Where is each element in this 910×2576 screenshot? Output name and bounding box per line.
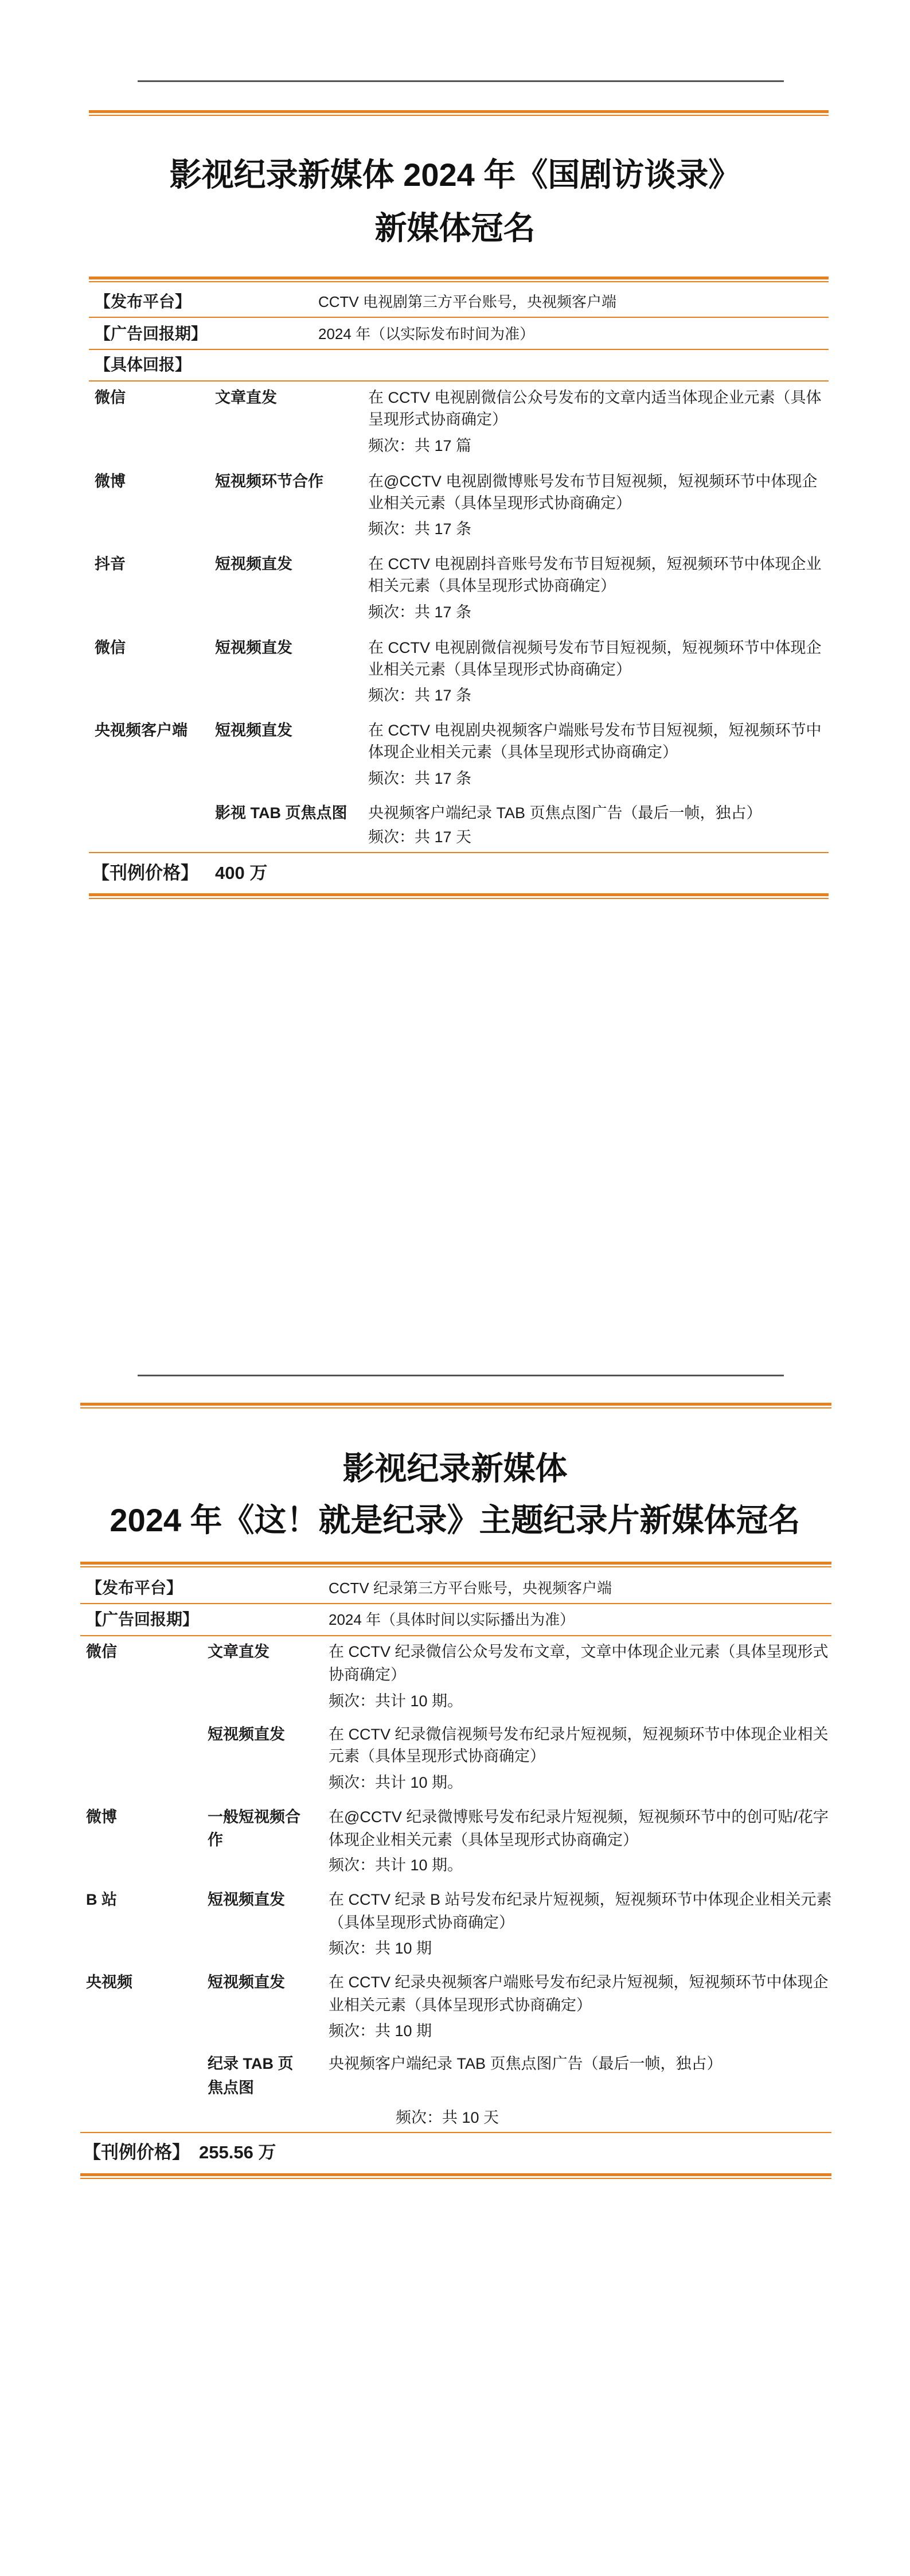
row-frequency: 频次：共 17 条 [368,770,472,787]
row-divider [80,1603,831,1604]
publish-platform-value: CCTV 纪录第三方平台账号，央视频客户端 [329,1579,612,1597]
row-platform: B 站 [86,1891,117,1908]
row-desc-line: 呈现形式协商确定） [368,411,507,428]
price-label: 【刊例价格】 [83,2142,190,2162]
row-platform: 抖音 [95,555,126,573]
row-desc-line: 在 CCTV 电视剧央视频客户端账号发布节目短视频，短视频环节中 [368,722,822,739]
row-desc-line: 在 CCTV 电视剧微信公众号发布的文章内适当体现企业元素（具体 [368,389,822,406]
header-bar [80,1403,831,1408]
row-format: 短视频直发 [208,1974,285,1991]
row-frequency: 频次：共 17 条 [368,520,472,538]
row-desc-line: 业相关元素（具体呈现形式协商确定） [329,1997,592,2014]
row-platform: 微信 [95,389,126,406]
row-desc-line: 在 CCTV 纪录微信公众号发布文章，文章中体现企业元素（具体呈现形式 [329,1643,829,1660]
row-divider [89,317,829,318]
row-desc-line: 在 CCTV 纪录微信视频号发布纪录片短视频，短视频环节中体现企业相关 [329,1726,829,1743]
row-desc-line: 元素（具体呈现形式协商确定） [329,1748,545,1765]
publish-platform-label: 【发布平台】 [86,1579,183,1597]
row-frequency: 频次：共计 10 期。 [329,1774,463,1791]
row-desc-line: 在@CCTV 电视剧微博账号发布节目短视频，短视频环节中体现企 [368,473,818,490]
row-desc-line: 业相关元素（具体呈现形式协商确定） [368,495,631,512]
row-frequency: 频次：共 10 天 [396,2109,499,2126]
row-desc-line: 相关元素（具体呈现形式协商确定） [368,577,616,594]
row-desc-line: 在 CCTV 电视剧微信视频号发布节目短视频，短视频环节中体现企 [368,639,822,656]
row-format: 文章直发 [215,389,277,406]
row-format: 短视频直发 [215,722,292,739]
ad-period-value: 2024 年（以实际发布时间为准） [318,325,535,343]
row-format: 纪录 TAB 页 [208,2055,294,2072]
page-subtitle: 2024 年《这！就是纪录》主题纪录片新媒体冠名 [110,1502,800,1538]
row-divider [89,349,829,350]
row-platform: 微博 [86,1808,117,1826]
row-desc-line: 业相关元素（具体呈现形式协商确定） [368,661,631,678]
page-subtitle: 新媒体冠名 [374,210,536,246]
table-top-bar [89,277,829,282]
ad-period-value: 2024 年（具体时间以实际播出为准） [329,1611,575,1628]
row-platform: 微信 [86,1643,117,1660]
page-title: 影视纪录新媒体 2024 年《国剧访谈录》 [169,157,741,193]
table-bottom-bar [89,893,829,899]
table-top-bar [80,1562,831,1567]
page-title: 影视纪录新媒体 [342,1450,568,1487]
row-frequency: 频次：共计 10 期。 [329,1857,463,1874]
row-desc-line: （具体呈现形式协商确定） [329,1914,514,1931]
row-format: 短视频环节合作 [215,473,323,490]
row-frequency: 频次：共 17 条 [368,604,472,621]
publish-platform-value: CCTV 电视剧第三方平台账号，央视频客户端 [318,293,617,310]
row-format: 影视 TAB 页焦点图 [215,804,347,822]
ad-period-label: 【广告回报期】 [95,325,208,343]
row-format: 作 [208,1831,223,1849]
row-platform: 央视频 [86,1974,132,1991]
row-frequency: 频次：共 17 天 [368,828,472,846]
row-frequency: 频次：共计 10 期。 [329,1692,463,1710]
row-divider [80,2132,831,2133]
price-value: 400 万 [215,863,268,883]
table-bottom-bar [80,2173,831,2179]
row-desc-line: 在@CCTV 纪录微博账号发布纪录片短视频，短视频环节中的创可贴/花字 [329,1808,829,1826]
row-format: 短视频直发 [215,555,292,573]
row-format: 一般短视频合 [208,1808,300,1826]
top-divider [138,1375,784,1376]
row-divider [89,852,829,853]
row-format: 短视频直发 [208,1891,285,1908]
top-divider [138,80,784,82]
row-desc-line: 协商确定） [329,1666,406,1683]
row-desc-line: 在 CCTV 纪录央视频客户端账号发布纪录片短视频，短视频环节中体现企 [329,1974,829,1991]
row-format: 焦点图 [208,2079,254,2096]
row-frequency: 频次：共 17 条 [368,687,472,704]
price-label: 【刊例价格】 [92,863,198,883]
row-format: 短视频直发 [208,1726,285,1743]
row-desc-line: 央视频客户端纪录 TAB 页焦点图广告（最后一帧，独占） [368,804,762,822]
publish-platform-label: 【发布平台】 [95,293,192,310]
row-frequency: 频次：共 10 期 [329,1940,432,1957]
row-desc-line: 央视频客户端纪录 TAB 页焦点图广告（最后一帧，独占） [329,2055,722,2072]
row-desc-line: 体现企业相关元素（具体呈现形式协商确定） [368,744,678,761]
row-platform: 央视频客户端 [95,722,188,739]
header-bar [89,110,829,116]
row-desc-line: 体现企业相关元素（具体呈现形式协商确定） [329,1831,638,1849]
row-desc-line: 在 CCTV 电视剧抖音账号发布节目短视频，短视频环节中体现企业 [368,555,822,573]
details-label: 【具体回报】 [95,356,192,373]
row-format: 文章直发 [208,1643,270,1660]
row-frequency: 频次：共 10 期 [329,2022,432,2040]
row-divider [80,1635,831,1636]
row-frequency: 频次：共 17 篇 [368,437,472,454]
row-platform: 微博 [95,473,126,490]
row-desc-line: 在 CCTV 纪录 B 站号发布纪录片短视频，短视频环节中体现企业相关元素 [329,1891,832,1908]
row-platform: 微信 [95,639,126,656]
row-divider [89,380,829,382]
price-value: 255.56 万 [199,2142,276,2162]
row-format: 短视频直发 [215,639,292,656]
ad-period-label: 【广告回报期】 [86,1610,199,1628]
